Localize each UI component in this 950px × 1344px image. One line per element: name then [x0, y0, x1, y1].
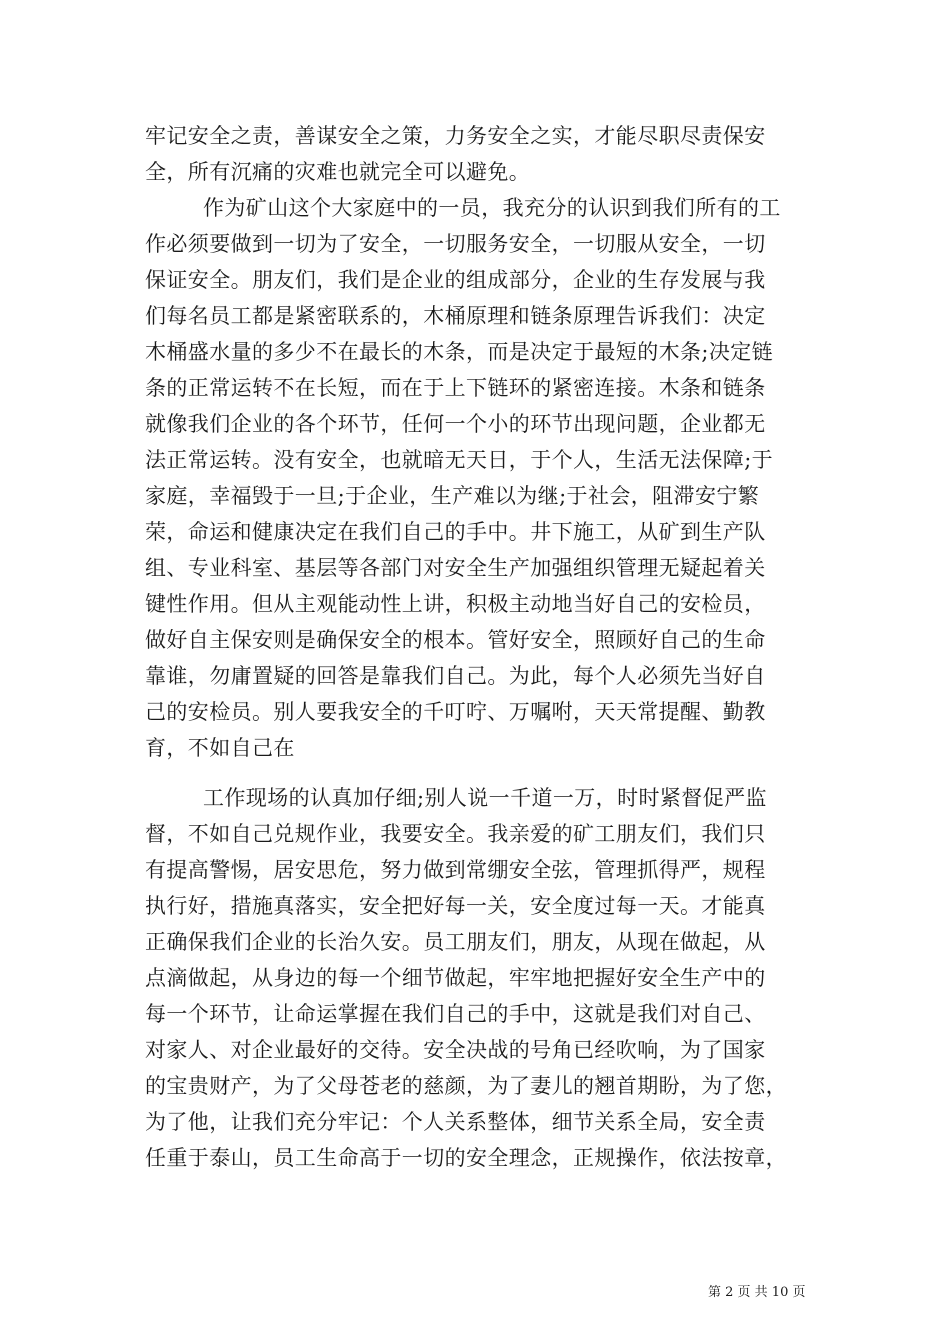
- body-text-line: 作必须要做到一切为了安全，一切服务安全，一切服从安全，一切: [145, 232, 766, 256]
- body-text-line: 督，不如自己兑规作业，我要安全。我亲爱的矿工朋友们，我们只: [145, 822, 766, 846]
- body-text-line: 家庭，幸福毁于一旦;于企业，生产难以为继;于社会，阻滞安宁繁: [145, 484, 760, 508]
- body-text-line: 对家人、对企业最好的交待。安全决战的号角已经吹响，为了国家: [145, 1038, 766, 1062]
- body-text-line: 牢记安全之责，善谋安全之策，力务安全之实，才能尽职尽责保安: [145, 124, 766, 148]
- body-text-line: 保证安全。朋友们，我们是企业的组成部分，企业的生存发展与我: [145, 268, 766, 292]
- body-text-line: 为了他，让我们充分牢记：个人关系整体，细节关系全局，安全责: [145, 1110, 766, 1134]
- body-text-line: 点滴做起，从身边的每一个细节做起，牢牢地把握好安全生产中的: [145, 966, 766, 990]
- page-number-footer: 第 2 页 共 10 页: [708, 1285, 806, 1300]
- body-text-line: 执行好，措施真落实，安全把好每一关，安全度过每一天。才能真: [145, 894, 766, 918]
- body-text-line: 键性作用。但从主观能动性上讲，积极主动地当好自己的安检员，: [145, 592, 766, 616]
- body-text-line: 条的正常运转不在长短，而在于上下链环的紧密连接。木条和链条: [145, 376, 766, 400]
- body-text-line: 法正常运转。没有安全，也就暗无天日，于个人，生活无法保障;于: [145, 448, 774, 472]
- paragraph-first-line: 作为矿山这个大家庭中的一员，我充分的认识到我们所有的工: [203, 196, 781, 220]
- body-text-line: 每一个环节，让命运掌握在我们自己的手中，这就是我们对自己、: [145, 1002, 766, 1026]
- body-text-line: 己的安检员。别人要我安全的千叮咛、万嘱咐，天天常提醒、勤教: [145, 700, 766, 724]
- body-text-line: 就像我们企业的各个环节，任何一个小的环节出现问题，企业都无: [145, 412, 766, 436]
- body-text-line: 们每名员工都是紧密联系的，木桶原理和链条原理告诉我们：决定: [145, 304, 766, 328]
- body-text-line: 育，不如自己在: [145, 736, 295, 760]
- body-text-line: 组、专业科室、基层等各部门对安全生产加强组织管理无疑起着关: [145, 556, 766, 580]
- body-text-line: 正确保我们企业的长治久安。员工朋友们，朋友，从现在做起，从: [145, 930, 766, 954]
- body-text-line: 靠谁，勿庸置疑的回答是靠我们自己。为此，每个人必须先当好自: [145, 664, 766, 688]
- body-text-line: 做好自主保安则是确保安全的根本。管好安全，照顾好自己的生命: [145, 628, 766, 652]
- body-text-line: 全，所有沉痛的灾难也就完全可以避免。: [145, 160, 531, 184]
- body-text-line: 任重于泰山，员工生命高于一切的安全理念，正规操作，依法按章，: [145, 1146, 787, 1170]
- body-text-line: 木桶盛水量的多少不在最长的木条，而是决定于最短的木条;决定链: [145, 340, 774, 364]
- body-text-line: 荣，命运和健康决定在我们自己的手中。井下施工，从矿到生产队: [145, 520, 766, 544]
- body-text-line: 有提高警惕，居安思危，努力做到常绷安全弦，管理抓得严，规程: [145, 858, 766, 882]
- body-text-line: 的宝贵财产，为了父母苍老的慈颜，为了妻儿的翘首期盼，为了您，: [145, 1074, 787, 1098]
- paragraph-first-line: 工作现场的认真加仔细;别人说一千道一万，时时紧督促严监: [203, 786, 767, 810]
